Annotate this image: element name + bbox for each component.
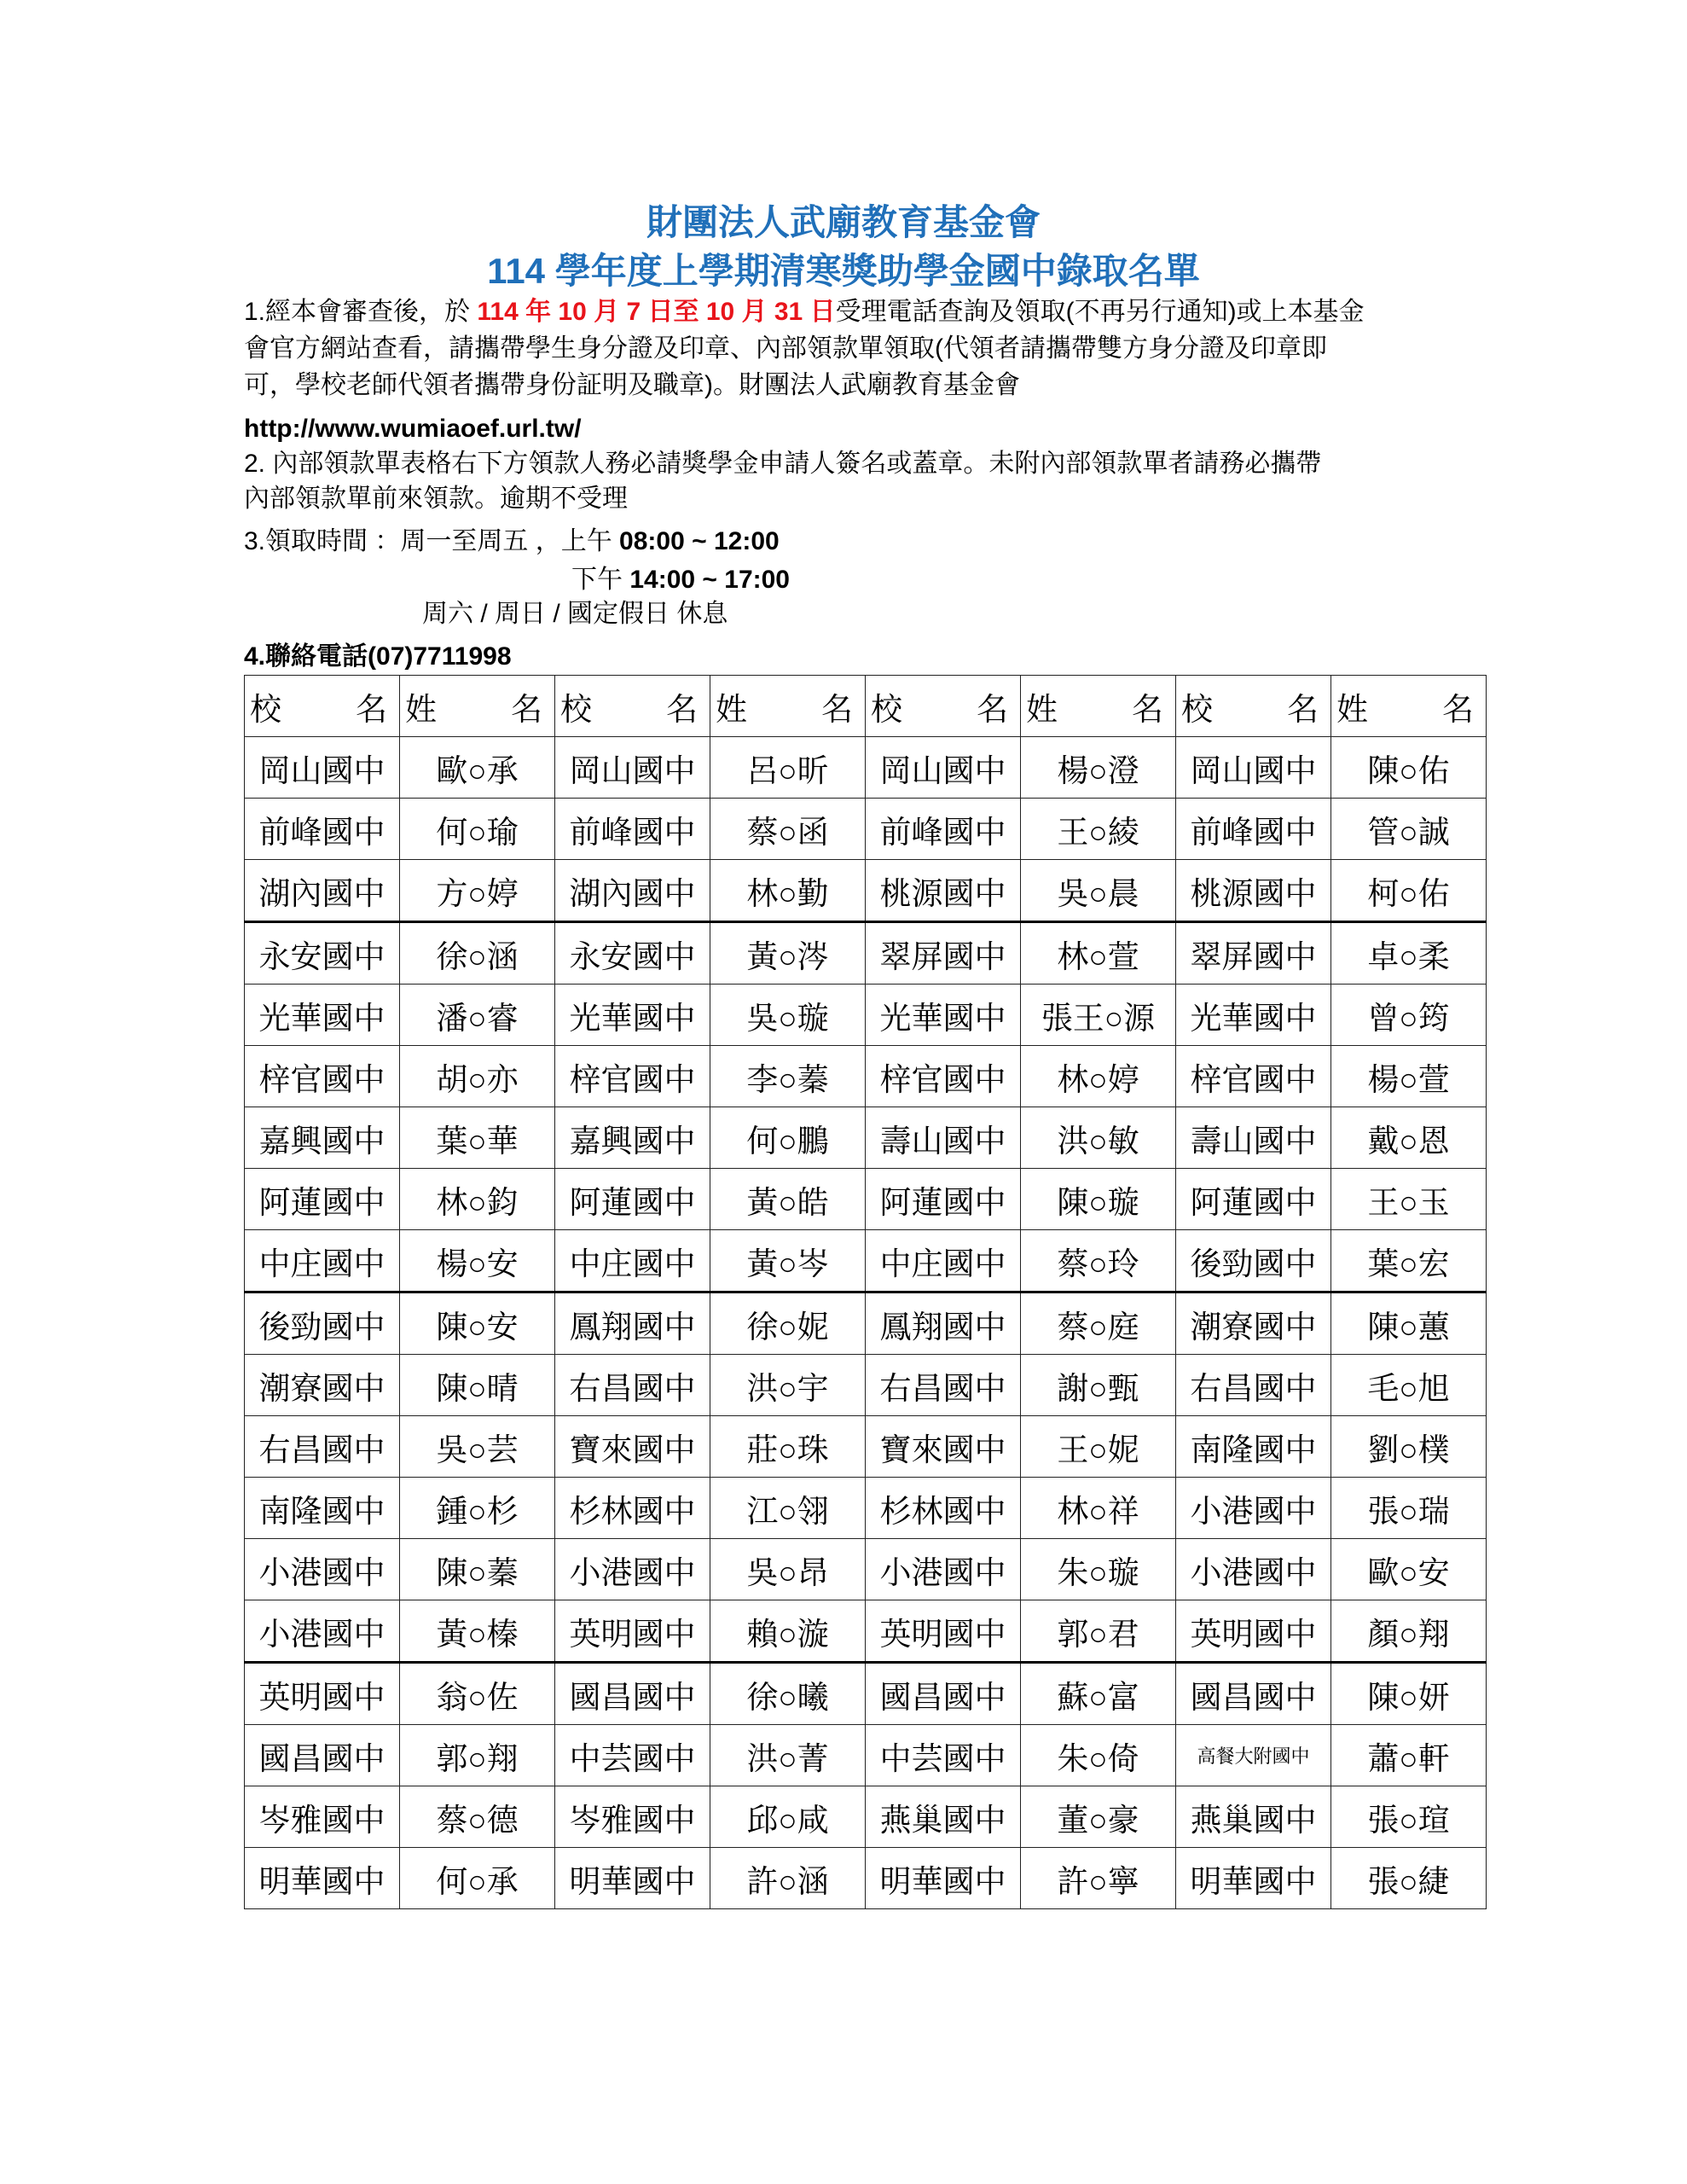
school-name-cell: 前峰國中 (555, 799, 710, 860)
school-name-cell: 英明國中 (1176, 1600, 1331, 1663)
student-name-cell: 黃○涔 (710, 922, 866, 985)
school-name-cell: 小港國中 (1176, 1478, 1331, 1539)
note-3-hours (244, 525, 780, 559)
school-name-cell: 光華國中 (1176, 985, 1331, 1046)
table-row (245, 737, 1487, 799)
school-name-cell: 永安國中 (245, 922, 400, 985)
header-school-name (245, 676, 400, 737)
table-row (245, 1478, 1487, 1539)
header-student-name (400, 676, 555, 737)
student-name-cell: 胡○亦 (400, 1046, 555, 1107)
note-2-line-2: 內部領款單前來領款。逾期不受理 (244, 485, 628, 513)
student-name-cell: 王○妮 (1021, 1416, 1176, 1478)
student-name-cell: 張王○源 (1021, 985, 1176, 1046)
school-name-cell: 光華國中 (245, 985, 400, 1046)
header-char: 名 (1287, 692, 1319, 728)
school-name-cell: 寶來國中 (866, 1416, 1021, 1478)
student-name-cell: 蔡○函 (710, 799, 866, 860)
student-name-cell: 朱○倚 (1021, 1725, 1176, 1786)
school-name-cell: 梓官國中 (1176, 1046, 1331, 1107)
note-2-line-1: 2. 內部領款單表格右下方領款人務必請獎學金申請人簽名或蓋章。未附內部領款單者請務必攜帶 (244, 450, 1322, 478)
school-name-cell: 中庄國中 (866, 1230, 1021, 1292)
student-name-cell: 柯○佑 (1331, 860, 1487, 922)
school-name-cell: 梓官國中 (555, 1046, 710, 1107)
school-name-cell: 潮寮國中 (245, 1355, 400, 1416)
student-name-cell: 徐○涵 (400, 922, 555, 985)
school-name-cell: 潮寮國中 (1176, 1292, 1331, 1355)
school-name-cell: 中芸國中 (555, 1725, 710, 1786)
school-name-cell: 光華國中 (555, 985, 710, 1046)
student-name-cell: 顏○翔 (1331, 1600, 1487, 1663)
school-name-cell: 鳳翔國中 (866, 1292, 1021, 1355)
school-name-cell: 阿蓮國中 (866, 1169, 1021, 1230)
school-name-cell: 阿蓮國中 (555, 1169, 710, 1230)
school-name-cell: 小港國中 (245, 1600, 400, 1663)
school-name-cell: 翠屏國中 (1176, 922, 1331, 985)
header-char: 姓 (716, 692, 747, 728)
header-school-name (555, 676, 710, 737)
student-name-cell: 葉○華 (400, 1107, 555, 1169)
student-name-cell: 賴○漩 (710, 1600, 866, 1663)
student-name-cell: 歐○承 (400, 737, 555, 799)
student-name-cell: 楊○萱 (1331, 1046, 1487, 1107)
header-char: 校 (250, 692, 281, 728)
table-row (245, 1416, 1487, 1478)
note-1-line-1 (244, 295, 1365, 329)
header-school-name (1176, 676, 1331, 737)
student-name-cell: 徐○妮 (710, 1292, 866, 1355)
student-name-cell: 陳○妍 (1331, 1663, 1487, 1725)
school-name-cell: 岡山國中 (1176, 737, 1331, 799)
student-name-cell: 林○萱 (1021, 922, 1176, 985)
student-name-cell: 邱○咸 (710, 1786, 866, 1848)
student-name-cell: 陳○蕙 (1331, 1292, 1487, 1355)
student-name-cell: 黃○榛 (400, 1600, 555, 1663)
student-name-cell: 郭○翔 (400, 1725, 555, 1786)
admission-list-table (244, 675, 1487, 1909)
school-name-cell: 岑雅國中 (245, 1786, 400, 1848)
student-name-cell: 陳○晴 (400, 1355, 555, 1416)
note-1-prefix: 1.經本會審查後，於 (244, 298, 478, 326)
student-name-cell: 林○勤 (710, 860, 866, 922)
student-name-cell: 蘇○富 (1021, 1663, 1176, 1725)
school-name-cell: 鳳翔國中 (555, 1292, 710, 1355)
school-name-cell: 岡山國中 (245, 737, 400, 799)
school-name-cell: 明華國中 (866, 1848, 1021, 1909)
header-char: 姓 (405, 692, 437, 728)
table-row (245, 1663, 1487, 1725)
school-name-cell: 寶來國中 (555, 1416, 710, 1478)
student-name-cell: 潘○睿 (400, 985, 555, 1046)
student-name-cell: 吳○昂 (710, 1539, 866, 1600)
school-name-cell: 梓官國中 (866, 1046, 1021, 1107)
student-name-cell: 歐○安 (1331, 1539, 1487, 1600)
note-3-closed: 周六 / 周日 / 國定假日 休息 (422, 600, 728, 628)
header-char: 名 (977, 692, 1008, 728)
school-name-cell: 阿蓮國中 (245, 1169, 400, 1230)
note-1-line-3: 可，學校老師代領者攜帶身份証明及職章)。財團法人武廟教育基金會 (244, 371, 1020, 399)
student-name-cell: 林○婷 (1021, 1046, 1176, 1107)
school-name-cell: 光華國中 (866, 985, 1021, 1046)
school-name-cell: 後勁國中 (245, 1292, 400, 1355)
student-name-cell: 黃○岑 (710, 1230, 866, 1292)
table-row (245, 1725, 1487, 1786)
school-name-cell: 右昌國中 (1176, 1355, 1331, 1416)
student-name-cell: 徐○曦 (710, 1663, 866, 1725)
list-title: 114 學年度上學期清寒獎助學金國中錄取名單 (487, 251, 1200, 291)
school-name-cell: 嘉興國中 (555, 1107, 710, 1169)
school-name-cell: 明華國中 (1176, 1848, 1331, 1909)
school-name-cell: 翠屏國中 (866, 922, 1021, 985)
school-name-cell: 梓官國中 (245, 1046, 400, 1107)
school-name-cell: 桃源國中 (866, 860, 1021, 922)
student-name-cell: 葉○宏 (1331, 1230, 1487, 1292)
student-name-cell: 林○祥 (1021, 1478, 1176, 1539)
student-name-cell: 陳○安 (400, 1292, 555, 1355)
table-row (245, 1046, 1487, 1107)
table-row (245, 985, 1487, 1046)
school-name-cell: 岡山國中 (866, 737, 1021, 799)
school-name-cell: 小港國中 (866, 1539, 1021, 1600)
header-student-name (710, 676, 866, 737)
student-name-cell: 許○寧 (1021, 1848, 1176, 1909)
school-name-cell: 明華國中 (555, 1848, 710, 1909)
student-name-cell: 何○鵬 (710, 1107, 866, 1169)
student-name-cell: 戴○恩 (1331, 1107, 1487, 1169)
school-name-cell: 前峰國中 (1176, 799, 1331, 860)
table-header-row (245, 676, 1487, 737)
note-3-pm (571, 563, 790, 597)
school-name-cell: 英明國中 (245, 1663, 400, 1725)
header-char: 名 (1442, 692, 1474, 728)
student-name-cell: 王○玉 (1331, 1169, 1487, 1230)
school-name-cell: 小港國中 (1176, 1539, 1331, 1600)
student-name-cell: 張○緁 (1331, 1848, 1487, 1909)
school-name-cell: 永安國中 (555, 922, 710, 985)
note-1-suffix: 受理電話查詢及領取(不再另行通知)或上本基金 (835, 298, 1365, 326)
student-name-cell: 莊○珠 (710, 1416, 866, 1478)
school-name-cell: 岑雅國中 (555, 1786, 710, 1848)
student-name-cell: 毛○旭 (1331, 1355, 1487, 1416)
student-name-cell: 吳○璇 (710, 985, 866, 1046)
school-name-cell: 湖內國中 (245, 860, 400, 922)
note-3-am-hours: 08:00 ~ 12:00 (619, 527, 780, 555)
student-name-cell: 張○瑞 (1331, 1478, 1487, 1539)
student-name-cell: 洪○敏 (1021, 1107, 1176, 1169)
note-3-label: 3.領取時間 ：周一至周五 ，上午 (244, 527, 612, 555)
header-char: 姓 (1336, 692, 1368, 728)
student-name-cell: 翁○佐 (400, 1663, 555, 1725)
school-name-cell: 中庄國中 (555, 1230, 710, 1292)
student-name-cell: 蕭○軒 (1331, 1725, 1487, 1786)
school-name-cell: 中庄國中 (245, 1230, 400, 1292)
student-name-cell: 許○涵 (710, 1848, 866, 1909)
school-name-cell: 湖內國中 (555, 860, 710, 922)
header-char: 姓 (1026, 692, 1058, 728)
header-student-name (1331, 676, 1487, 737)
student-name-cell: 蔡○德 (400, 1786, 555, 1848)
header-student-name (1021, 676, 1176, 737)
table-row (245, 1107, 1487, 1169)
table-row (245, 1786, 1487, 1848)
note-1-date: 114 年 10 月 7 日至 10 月 31 日 (477, 298, 836, 326)
school-name-cell: 國昌國中 (245, 1725, 400, 1786)
table-row (245, 1355, 1487, 1416)
student-name-cell: 張○瑄 (1331, 1786, 1487, 1848)
header-char: 名 (511, 692, 542, 728)
student-name-cell: 江○翎 (710, 1478, 866, 1539)
student-name-cell: 朱○璇 (1021, 1539, 1176, 1600)
student-name-cell: 郭○君 (1021, 1600, 1176, 1663)
student-name-cell: 林○鈞 (400, 1169, 555, 1230)
student-name-cell: 洪○宇 (710, 1355, 866, 1416)
note-1-line-2: 會官方網站查看，請攜帶學生身分證及印章、內部領款單領取(代領者請攜帶雙方身分證及印章即 (244, 334, 1327, 363)
header-school-name (866, 676, 1021, 737)
table-row (245, 1600, 1487, 1663)
school-name-cell: 杉林國中 (866, 1478, 1021, 1539)
student-name-cell: 董○豪 (1021, 1786, 1176, 1848)
school-name-cell: 小港國中 (555, 1539, 710, 1600)
table-row (245, 1539, 1487, 1600)
student-name-cell: 呂○昕 (710, 737, 866, 799)
student-name-cell: 楊○安 (400, 1230, 555, 1292)
school-name-cell: 中芸國中 (866, 1725, 1021, 1786)
school-name-cell: 國昌國中 (866, 1663, 1021, 1725)
note-4-phone: 4.聯絡電話(07)7711998 (244, 642, 512, 671)
student-name-cell: 管○誠 (1331, 799, 1487, 860)
student-name-cell: 何○瑜 (400, 799, 555, 860)
student-name-cell: 曾○筠 (1331, 985, 1487, 1046)
student-name-cell: 謝○甄 (1021, 1355, 1176, 1416)
school-name-cell: 杉林國中 (555, 1478, 710, 1539)
student-name-cell: 陳○蓁 (400, 1539, 555, 1600)
table-row (245, 1292, 1487, 1355)
school-name-cell: 桃源國中 (1176, 860, 1331, 922)
student-name-cell: 吳○晨 (1021, 860, 1176, 922)
foundation-title: 財團法人武廟教育基金會 (646, 202, 1041, 242)
school-name-cell: 英明國中 (555, 1600, 710, 1663)
note-3-pm-label: 下午 (571, 566, 623, 594)
school-name-cell: 英明國中 (866, 1600, 1021, 1663)
school-name-cell: 右昌國中 (555, 1355, 710, 1416)
header-char: 名 (1132, 692, 1163, 728)
student-name-cell: 蔡○庭 (1021, 1292, 1176, 1355)
school-name-cell: 南隆國中 (1176, 1416, 1331, 1478)
header-char: 校 (871, 692, 902, 728)
student-name-cell: 何○承 (400, 1848, 555, 1909)
student-name-cell: 洪○菁 (710, 1725, 866, 1786)
school-name-cell: 國昌國中 (555, 1663, 710, 1725)
student-name-cell: 李○蓁 (710, 1046, 866, 1107)
student-name-cell: 蔡○玲 (1021, 1230, 1176, 1292)
student-name-cell: 方○婷 (400, 860, 555, 922)
school-name-cell: 岡山國中 (555, 737, 710, 799)
table-row (245, 1169, 1487, 1230)
school-name-cell: 阿蓮國中 (1176, 1169, 1331, 1230)
student-name-cell: 劉○樸 (1331, 1416, 1487, 1478)
header-char: 校 (560, 692, 592, 728)
school-name-cell: 明華國中 (245, 1848, 400, 1909)
header-char: 校 (1181, 692, 1213, 728)
student-name-cell: 鍾○杉 (400, 1478, 555, 1539)
school-name-cell: 壽山國中 (1176, 1107, 1331, 1169)
table-row (245, 860, 1487, 922)
school-name-cell: 小港國中 (245, 1539, 400, 1600)
header-char: 名 (356, 692, 387, 728)
header-char: 名 (666, 692, 698, 728)
school-name-cell: 前峰國中 (866, 799, 1021, 860)
student-name-cell: 卓○柔 (1331, 922, 1487, 985)
school-name-cell: 南隆國中 (245, 1478, 400, 1539)
school-name-cell: 前峰國中 (245, 799, 400, 860)
school-name-cell: 右昌國中 (866, 1355, 1021, 1416)
table-row (245, 799, 1487, 860)
note-3-pm-hours: 14:00 ~ 17:00 (629, 566, 790, 594)
student-name-cell: 王○綾 (1021, 799, 1176, 860)
school-name-cell: 後勁國中 (1176, 1230, 1331, 1292)
table-row (245, 1848, 1487, 1909)
student-name-cell: 陳○璇 (1021, 1169, 1176, 1230)
school-name-cell: 國昌國中 (1176, 1663, 1331, 1725)
school-name-cell: 高餐大附國中 (1176, 1725, 1331, 1786)
table-row (245, 1230, 1487, 1292)
student-name-cell: 陳○佑 (1331, 737, 1487, 799)
website-link[interactable]: http://www.wumiaoef.url.tw/ (244, 415, 582, 443)
table-row (245, 922, 1487, 985)
school-name-cell: 壽山國中 (866, 1107, 1021, 1169)
student-name-cell: 黃○皓 (710, 1169, 866, 1230)
school-name-cell: 右昌國中 (245, 1416, 400, 1478)
school-name-cell: 嘉興國中 (245, 1107, 400, 1169)
header-char: 名 (821, 692, 853, 728)
student-name-cell: 吳○芸 (400, 1416, 555, 1478)
school-name-cell: 燕巢國中 (866, 1786, 1021, 1848)
school-name-cell: 燕巢國中 (1176, 1786, 1331, 1848)
student-name-cell: 楊○澄 (1021, 737, 1176, 799)
